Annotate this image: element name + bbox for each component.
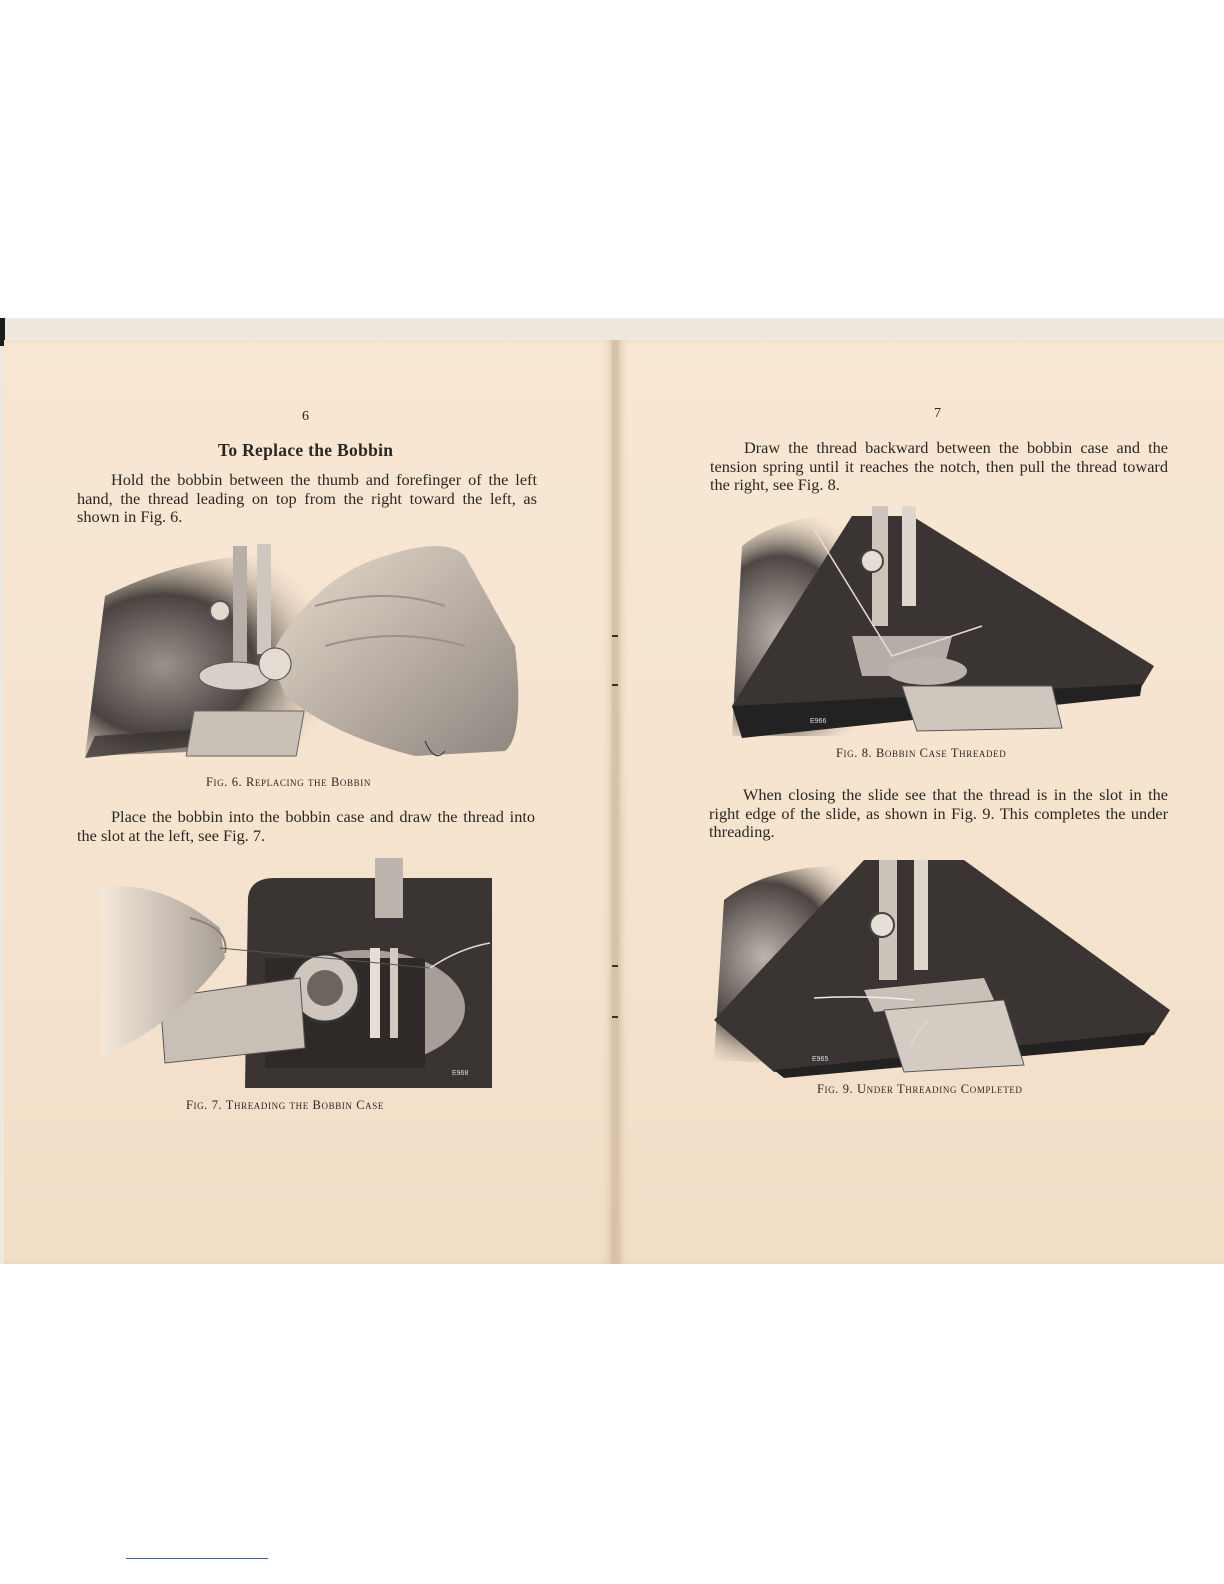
page-number-left: 6 <box>302 409 309 424</box>
figure-7-illustration <box>100 858 492 1090</box>
figure-6-illustration <box>85 536 525 764</box>
paragraph-replace-bobbin: Hold the bobbin between the thumb and forefinger of the left hand, the thread leading on top from the right toward the left, as shown in Fig. 6. <box>77 470 537 526</box>
figure-8-caption: Fig. 8. Bobbin Case Threaded <box>836 746 1007 760</box>
figure-9-illustration <box>714 860 1170 1078</box>
figure-6-caption: Fig. 6. Replacing the Bobbin <box>206 775 371 789</box>
paragraph-closing-slide: When closing the slide see that the thread is in the slot in the right edge of the slide, as shown in Fig. 9. This completes the under threading. <box>709 785 1168 841</box>
figure-9-caption: Fig. 9. Under Threading Completed <box>817 1082 1023 1096</box>
page-number-right: 7 <box>934 406 941 421</box>
figure-9-code: E965 <box>812 1056 829 1063</box>
figure-8-illustration <box>732 506 1154 738</box>
figure-8-code: E966 <box>810 718 827 725</box>
section-heading: To Replace the Bobbin <box>218 440 394 460</box>
paragraph-draw-thread: Draw the thread backward between the bobbin case and the tension spring until it reaches the notch, then pull the thread toward the right, see Fig. 8. <box>710 438 1168 494</box>
figure-7-code: E968 <box>452 1070 469 1077</box>
footer-rule <box>126 1558 268 1559</box>
paragraph-place-bobbin: Place the bobbin into the bobbin case and draw the thread into the slot at the left, see Fig. 7. <box>77 807 535 845</box>
figure-7-caption: Fig. 7. Threading the Bobbin Case <box>186 1098 384 1112</box>
